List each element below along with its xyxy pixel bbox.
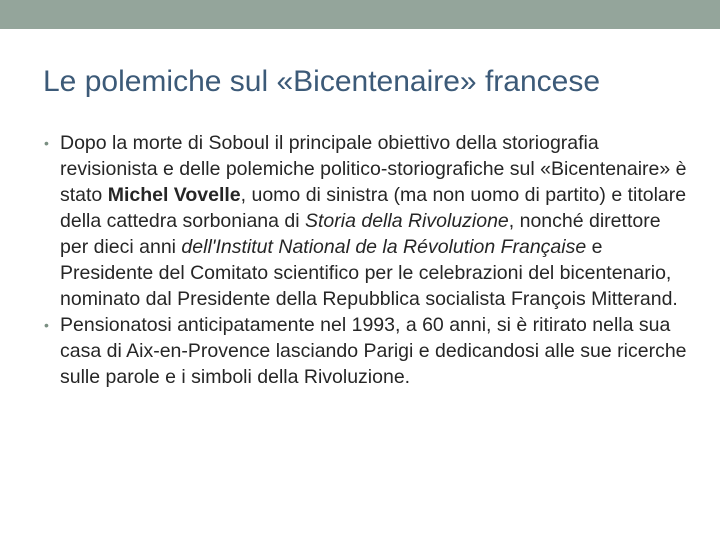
course-title-italic: Storia della Rivoluzione bbox=[305, 210, 509, 232]
bullet-dot-icon: • bbox=[44, 135, 49, 151]
person-name-bold: Michel Vovelle bbox=[107, 184, 241, 206]
text-segment: , uomo di sinistra (ma non uomo di partito) e titolare della cattedra sorboniana di bbox=[60, 184, 687, 232]
bullet-dot-icon: • bbox=[44, 317, 49, 333]
bullet-item bbox=[44, 312, 694, 390]
institute-name-italic: dell'Institut National de la Révolution Française bbox=[181, 236, 587, 258]
text-segment: Pensionatosi anticipatamente nel 1993, a 60 anni, si è ritirato nella sua casa di Aix-en-Provence lasciando Parigi e dedicandosi alle sue ricerche sulle parole e i simboli della Rivoluzione. bbox=[60, 314, 687, 388]
slide-title: Le polemiche sul «Bicentenaire» francese bbox=[43, 65, 601, 98]
text-segment: Dopo la morte di Soboul il principale obiettivo della storiografia revisionista e delle polemiche politico-storiografiche sul «Bicentenaire» è stato bbox=[60, 132, 687, 206]
bullet-item bbox=[44, 130, 694, 312]
top-decorative-band bbox=[0, 0, 720, 29]
text-segment: e Presidente del Comitato scientifico per le celebrazioni del bicentenario, nominato dal Presidente della Repubblica socialista François Mitterand. bbox=[60, 236, 678, 310]
bullet-list bbox=[44, 130, 694, 390]
text-segment: , nonché direttore per dieci anni bbox=[60, 210, 661, 258]
